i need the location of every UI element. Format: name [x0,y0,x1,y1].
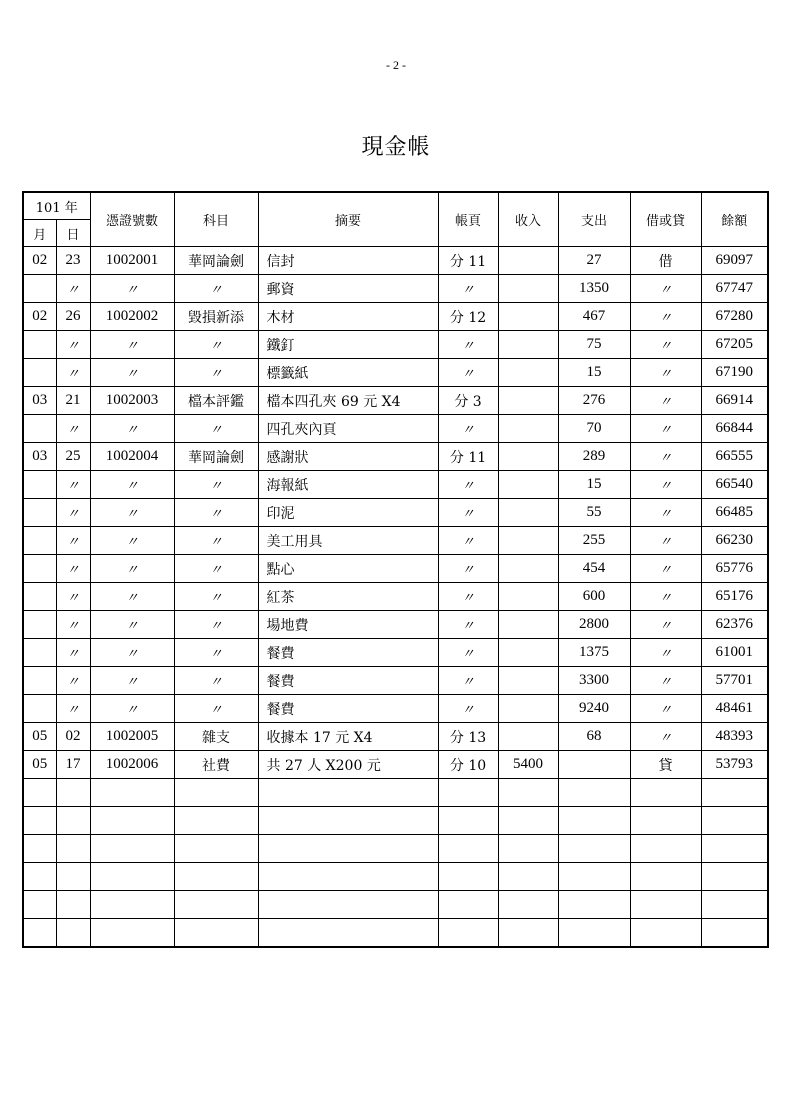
expense-cell: 1350 [558,275,630,303]
expense-cell: 289 [558,443,630,471]
table-row [23,303,768,331]
summary-cell: 信封 [258,247,438,275]
income-cell [498,275,558,303]
empty-cell [23,863,56,891]
account-cell: 〃 [174,471,258,499]
expense-cell: 15 [558,471,630,499]
dr-cr-cell: 〃 [630,499,701,527]
dr-cr-header: 借或貸 [630,192,701,247]
expense-cell: 1375 [558,639,630,667]
ledger-page-cell: 〃 [438,359,498,387]
dr-cr-cell: 借 [630,247,701,275]
empty-cell [438,919,498,948]
voucher-cell: 〃 [90,499,174,527]
day-cell: 〃 [56,415,90,443]
empty-cell [174,835,258,863]
empty-row [23,835,768,863]
empty-cell [56,835,90,863]
ledger-page-cell: 〃 [438,611,498,639]
empty-cell [90,891,174,919]
income-cell [498,667,558,695]
day-cell: 〃 [56,583,90,611]
income-cell [498,415,558,443]
balance-cell: 69097 [701,247,768,275]
empty-cell [558,863,630,891]
balance-cell: 67205 [701,331,768,359]
empty-cell [558,835,630,863]
balance-cell: 66555 [701,443,768,471]
income-cell [498,303,558,331]
expense-cell: 55 [558,499,630,527]
month-cell: 02 [23,303,56,331]
income-cell: 5400 [498,751,558,779]
month-cell [23,555,56,583]
day-cell: 17 [56,751,90,779]
balance-cell: 66485 [701,499,768,527]
table-row [23,695,768,723]
day-cell: 〃 [56,359,90,387]
account-cell: 〃 [174,499,258,527]
summary-cell: 點心 [258,555,438,583]
income-cell [498,331,558,359]
empty-cell [630,779,701,807]
balance-cell: 66540 [701,471,768,499]
empty-row [23,807,768,835]
ledger-page-cell: 分 12 [438,303,498,331]
empty-cell [630,807,701,835]
balance-cell: 67747 [701,275,768,303]
expense-cell: 2800 [558,611,630,639]
summary-header: 摘要 [258,192,438,247]
ledger-page-cell: 〃 [438,471,498,499]
summary-cell: 美工用具 [258,527,438,555]
balance-cell: 65776 [701,555,768,583]
empty-row [23,779,768,807]
income-cell [498,723,558,751]
expense-cell: 68 [558,723,630,751]
expense-cell: 467 [558,303,630,331]
month-cell [23,331,56,359]
voucher-cell: 〃 [90,275,174,303]
expense-cell: 255 [558,527,630,555]
month-cell: 03 [23,387,56,415]
voucher-cell: 1002001 [90,247,174,275]
ledger-page-cell: 〃 [438,499,498,527]
month-cell [23,583,56,611]
empty-cell [258,779,438,807]
empty-cell [498,835,558,863]
empty-cell [90,919,174,948]
income-cell [498,555,558,583]
summary-cell: 標籤紙 [258,359,438,387]
expense-cell: 276 [558,387,630,415]
balance-cell: 66230 [701,527,768,555]
day-cell: 25 [56,443,90,471]
income-cell [498,527,558,555]
account-cell: 〃 [174,275,258,303]
table-row [23,611,768,639]
empty-cell [258,891,438,919]
empty-cell [498,863,558,891]
table-row [23,471,768,499]
voucher-cell: 〃 [90,611,174,639]
ledger-page-cell: 分 13 [438,723,498,751]
day-cell: 〃 [56,555,90,583]
account-cell: 〃 [174,611,258,639]
voucher-cell: 〃 [90,667,174,695]
voucher-cell: 1002003 [90,387,174,415]
voucher-cell: 〃 [90,639,174,667]
balance-header: 餘額 [701,192,768,247]
voucher-cell: 1002006 [90,751,174,779]
ledger-page-cell: 〃 [438,639,498,667]
balance-cell: 66844 [701,415,768,443]
day-cell: 〃 [56,471,90,499]
voucher-cell: 1002002 [90,303,174,331]
empty-cell [630,835,701,863]
voucher-cell: 〃 [90,527,174,555]
balance-cell: 67190 [701,359,768,387]
income-cell [498,583,558,611]
voucher-cell: 〃 [90,583,174,611]
table-row [23,555,768,583]
empty-cell [90,807,174,835]
income-cell [498,471,558,499]
expense-cell: 9240 [558,695,630,723]
account-header: 科目 [174,192,258,247]
empty-cell [23,779,56,807]
month-cell [23,415,56,443]
dr-cr-cell: 〃 [630,275,701,303]
day-cell: 〃 [56,695,90,723]
balance-cell: 65176 [701,583,768,611]
table-row [23,667,768,695]
dr-cr-cell: 〃 [630,387,701,415]
empty-cell [258,835,438,863]
empty-cell [174,863,258,891]
account-cell: 社費 [174,751,258,779]
account-cell: 〃 [174,555,258,583]
month-cell [23,527,56,555]
month-cell [23,275,56,303]
empty-cell [438,835,498,863]
empty-row [23,891,768,919]
empty-cell [701,919,768,948]
day-cell: 〃 [56,611,90,639]
day-cell: 26 [56,303,90,331]
income-cell [498,499,558,527]
empty-cell [23,807,56,835]
income-cell [498,695,558,723]
empty-cell [701,891,768,919]
empty-cell [438,891,498,919]
income-cell [498,247,558,275]
balance-cell: 67280 [701,303,768,331]
empty-cell [498,779,558,807]
empty-cell [90,779,174,807]
empty-cell [630,919,701,948]
voucher-header: 憑證號數 [90,192,174,247]
summary-cell: 場地費 [258,611,438,639]
summary-cell: 海報紙 [258,471,438,499]
month-header: 月 [23,220,56,247]
dr-cr-cell: 〃 [630,303,701,331]
voucher-cell: 〃 [90,555,174,583]
summary-cell: 餐費 [258,695,438,723]
empty-cell [23,891,56,919]
table-row [23,359,768,387]
balance-cell: 61001 [701,639,768,667]
empty-cell [258,807,438,835]
day-cell: 21 [56,387,90,415]
account-cell: 雜支 [174,723,258,751]
table-row [23,247,768,275]
table-row [23,499,768,527]
day-cell: 〃 [56,499,90,527]
day-cell: 〃 [56,639,90,667]
table-row [23,387,768,415]
day-cell: 23 [56,247,90,275]
empty-cell [701,807,768,835]
summary-cell: 餐費 [258,639,438,667]
balance-cell: 48393 [701,723,768,751]
empty-cell [498,919,558,948]
ledger-page-cell: 〃 [438,695,498,723]
ledger-page-cell: 〃 [438,275,498,303]
table-row [23,527,768,555]
empty-cell [258,863,438,891]
day-cell: 02 [56,723,90,751]
income-cell [498,611,558,639]
empty-cell [438,779,498,807]
expense-cell [558,751,630,779]
income-cell [498,387,558,415]
summary-cell: 四孔夾內頁 [258,415,438,443]
summary-cell: 共 27 人 X200 元 [258,751,438,779]
account-cell: 〃 [174,667,258,695]
dr-cr-cell: 〃 [630,723,701,751]
expense-cell: 3300 [558,667,630,695]
expense-cell: 600 [558,583,630,611]
income-cell [498,443,558,471]
table-row [23,331,768,359]
empty-cell [56,919,90,948]
empty-cell [90,835,174,863]
month-cell [23,471,56,499]
dr-cr-cell: 貸 [630,751,701,779]
page-number: - 2 - [386,58,406,72]
dr-cr-cell: 〃 [630,359,701,387]
balance-cell: 48461 [701,695,768,723]
empty-cell [558,779,630,807]
month-cell [23,359,56,387]
summary-cell: 鐵釘 [258,331,438,359]
table-row [23,723,768,751]
dr-cr-cell: 〃 [630,443,701,471]
empty-cell [630,863,701,891]
dr-cr-cell: 〃 [630,611,701,639]
dr-cr-cell: 〃 [630,415,701,443]
dr-cr-cell: 〃 [630,527,701,555]
ledger-page-cell: 分 10 [438,751,498,779]
summary-cell: 感謝狀 [258,443,438,471]
empty-cell [174,807,258,835]
ledger-page-cell: 〃 [438,583,498,611]
empty-cell [56,863,90,891]
account-cell: 華岡論劍 [174,247,258,275]
year-header: 101 年 [23,192,90,220]
ledger-page-cell: 分 11 [438,443,498,471]
empty-cell [498,891,558,919]
account-cell: 〃 [174,331,258,359]
cash-ledger-table [22,191,769,948]
month-cell [23,639,56,667]
ledger-page-cell: 分 3 [438,387,498,415]
summary-cell: 印泥 [258,499,438,527]
account-cell: 〃 [174,583,258,611]
ledger-body [23,247,768,948]
empty-cell [558,919,630,948]
month-cell [23,611,56,639]
voucher-cell: 〃 [90,415,174,443]
expense-cell: 70 [558,415,630,443]
ledger-page-cell: 〃 [438,667,498,695]
voucher-cell: 〃 [90,471,174,499]
empty-row [23,919,768,948]
dr-cr-cell: 〃 [630,471,701,499]
table-row [23,275,768,303]
table-row [23,415,768,443]
empty-cell [174,891,258,919]
dr-cr-cell: 〃 [630,583,701,611]
balance-cell: 57701 [701,667,768,695]
ledger-page-cell: 〃 [438,555,498,583]
dr-cr-cell: 〃 [630,639,701,667]
dr-cr-cell: 〃 [630,555,701,583]
empty-cell [558,807,630,835]
month-cell: 02 [23,247,56,275]
month-cell [23,695,56,723]
summary-cell: 紅茶 [258,583,438,611]
summary-cell: 木材 [258,303,438,331]
empty-cell [438,863,498,891]
day-cell: 〃 [56,667,90,695]
dr-cr-cell: 〃 [630,695,701,723]
summary-cell: 郵資 [258,275,438,303]
ledger-page-cell: 〃 [438,415,498,443]
month-cell: 03 [23,443,56,471]
empty-cell [630,891,701,919]
empty-cell [56,891,90,919]
income-header: 收入 [498,192,558,247]
empty-cell [174,919,258,948]
page-title: 現金帳 [361,135,431,160]
expense-cell: 27 [558,247,630,275]
balance-cell: 66914 [701,387,768,415]
ledger-page-cell: 〃 [438,331,498,359]
ledger-page-cell: 〃 [438,527,498,555]
summary-cell: 餐費 [258,667,438,695]
month-cell: 05 [23,751,56,779]
expense-cell: 15 [558,359,630,387]
table-row [23,443,768,471]
day-cell: 〃 [56,527,90,555]
balance-cell: 53793 [701,751,768,779]
account-cell: 毀損新添 [174,303,258,331]
empty-cell [258,919,438,948]
voucher-cell: 〃 [90,695,174,723]
expense-cell: 454 [558,555,630,583]
account-cell: 〃 [174,415,258,443]
voucher-cell: 1002004 [90,443,174,471]
empty-cell [438,807,498,835]
empty-cell [701,835,768,863]
income-cell [498,639,558,667]
empty-row [23,863,768,891]
account-cell: 檔本評鑑 [174,387,258,415]
month-cell [23,667,56,695]
month-cell [23,499,56,527]
account-cell: 〃 [174,359,258,387]
account-cell: 華岡論劍 [174,443,258,471]
empty-cell [174,779,258,807]
empty-cell [701,863,768,891]
empty-cell [23,835,56,863]
voucher-cell: 〃 [90,359,174,387]
voucher-cell: 1002005 [90,723,174,751]
day-cell: 〃 [56,331,90,359]
empty-cell [23,919,56,948]
account-cell: 〃 [174,639,258,667]
income-cell [498,359,558,387]
day-cell: 〃 [56,275,90,303]
account-cell: 〃 [174,527,258,555]
table-row [23,751,768,779]
expense-cell: 75 [558,331,630,359]
empty-cell [558,891,630,919]
voucher-cell: 〃 [90,331,174,359]
summary-cell: 檔本四孔夾 69 元 X4 [258,387,438,415]
empty-cell [701,779,768,807]
empty-cell [90,863,174,891]
empty-cell [56,807,90,835]
table-row [23,639,768,667]
summary-cell: 收據本 17 元 X4 [258,723,438,751]
dr-cr-cell: 〃 [630,331,701,359]
day-header: 日 [56,220,90,247]
empty-cell [498,807,558,835]
balance-cell: 62376 [701,611,768,639]
expense-header: 支出 [558,192,630,247]
dr-cr-cell: 〃 [630,667,701,695]
table-row [23,583,768,611]
account-cell: 〃 [174,695,258,723]
ledger-page-header: 帳頁 [438,192,498,247]
empty-cell [56,779,90,807]
month-cell: 05 [23,723,56,751]
ledger-page-cell: 分 11 [438,247,498,275]
